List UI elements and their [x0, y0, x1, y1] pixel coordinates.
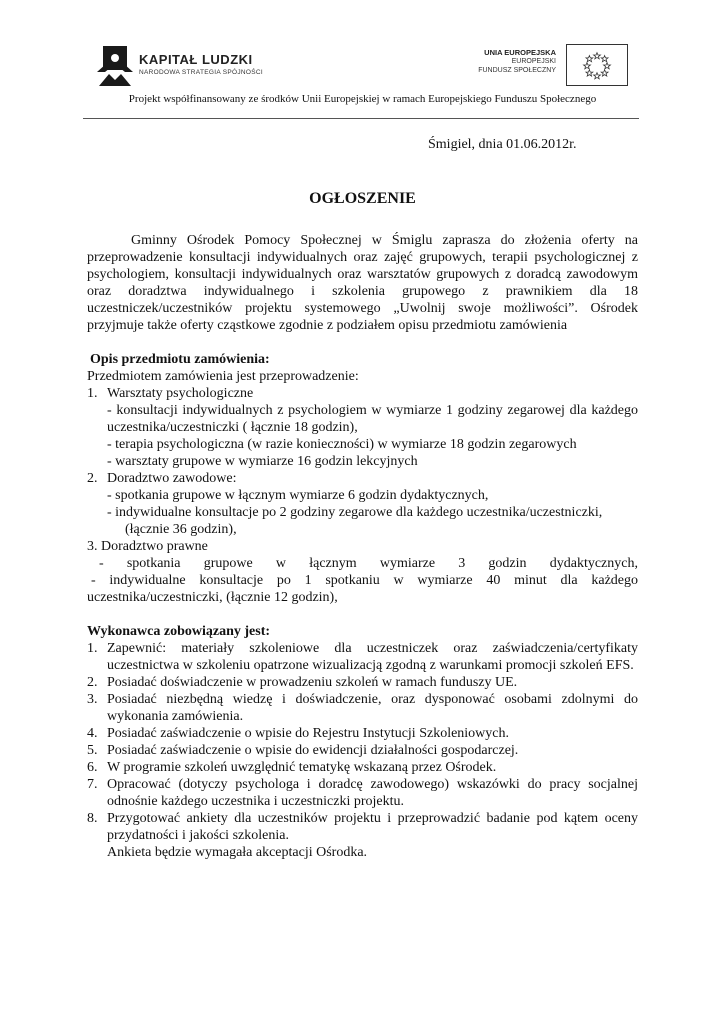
list-item-text: Posiadać doświadczenie w prowadzeniu szkoleń w ramach funduszy UE.: [107, 675, 518, 690]
opis-item-2: [87, 470, 638, 487]
header-divider: [83, 118, 639, 119]
wykonawca-section: [87, 623, 638, 861]
kl-logo-subtitle: NARODOWA STRATEGIA SPÓJNOŚCI: [139, 69, 263, 76]
eu-logo: [470, 44, 628, 86]
opis-lead: Przedmiotem zamówienia jest przeprowadzenie:: [87, 369, 359, 384]
list-item-number: 7.: [87, 777, 98, 792]
kapital-ludzki-emblem-icon: [95, 42, 135, 88]
opis-item-2-number: 2.: [87, 471, 98, 486]
opis-item-1-number: 1.: [87, 386, 98, 401]
wykonawca-list: [87, 640, 638, 844]
list-item: [87, 674, 638, 691]
list-item: [87, 691, 638, 725]
eu-logo-line1: UNIA EUROPEJSKA: [484, 48, 556, 57]
wykonawca-final-note: Ankieta będzie wymagała akceptacji Ośrodka.: [107, 845, 368, 860]
list-item-number: 3.: [87, 692, 98, 707]
list-item: [87, 776, 638, 810]
list-item-text: Opracować (dotyczy psychologa i doradcę zawodowego) wskazówki do pracy socjalnej odnośnie każdego uczestnika i uczestniczki projektu.: [107, 777, 638, 809]
opis-item-1: [87, 385, 638, 402]
opis-item-2-b: - indywidualne konsultacje po 2 godziny zegarowe dla każdego uczestnika/uczestniczki,: [107, 505, 603, 520]
opis-item-3-title: 3. Doradztwo prawne: [87, 539, 208, 554]
list-item: [87, 810, 638, 844]
date-line: Śmigiel, dnia 01.06.2012r.: [428, 137, 577, 152]
eu-logo-line3: FUNDUSZ SPOŁECZNY: [478, 67, 556, 74]
opis-item-1-title: Warsztaty psychologiczne: [107, 386, 254, 401]
opis-item-1-b: - terapia psychologiczna (w razie konieczności) w wymiarze 18 godzin zegarowych: [107, 437, 577, 452]
kapital-ludzki-logo: [95, 42, 265, 88]
list-item-number: 6.: [87, 760, 98, 775]
list-item-number: 8.: [87, 811, 98, 826]
list-item-number: 4.: [87, 726, 98, 741]
opis-item-3-a: - spotkania grupowe w łącznym wymiarze 3 godzin dydaktycznych,: [99, 556, 638, 571]
list-item-number: 5.: [87, 743, 98, 758]
list-item-text: Posiadać zaświadczenie o wpisie do Rejestru Instytucji Szkoleniowych.: [107, 726, 510, 741]
cofinancing-note: Projekt współfinansowany ze środków Unii Europejskiej w ramach Europejskiego Funduszu Społecznego: [128, 93, 597, 105]
list-item: [87, 742, 638, 759]
opis-item-3-b: - indywidualne konsultacje po 1 spotkaniu w wymiarze 40 minut dla każdego uczestnika/uczestniczki, (łącznie 12 godzin),: [87, 573, 638, 605]
list-item-text: W programie szkoleń uwzględnić tematykę wskazaną przez Ośrodek.: [107, 760, 497, 775]
opis-heading: Opis przedmiotu zamówienia:: [90, 352, 270, 367]
list-item: [87, 725, 638, 742]
list-item-text: Posiadać niezbędną wiedzę i doświadczenie, oraz dysponować osobami zdolnymi do wykonania zamówienia.: [107, 692, 638, 724]
opis-item-1-c: - warsztaty grupowe w wymiarze 16 godzin lekcyjnych: [107, 454, 418, 469]
eu-logo-line2: EUROPEJSKI: [511, 58, 556, 65]
list-item: [87, 640, 638, 674]
opis-item-2-b-cont: (łącznie 36 godzin),: [125, 522, 237, 537]
opis-section: [87, 351, 638, 606]
page-title: OGŁOSZENIE: [309, 190, 416, 207]
list-item-number: 1.: [87, 641, 98, 656]
list-item-text: Przygotować ankiety dla uczestników projektu i przeprowadzić badanie pod kątem oceny przydatności i jakości szkolenia.: [107, 811, 638, 843]
opis-item-2-title: Doradztwo zawodowe:: [107, 471, 237, 486]
opis-item-1-a: - konsultacji indywidualnych z psychologiem w wymiarze 1 godziny zegarowej dla każdego uczestnika/uczestniczki ( łącznie 18 godzin),: [107, 403, 638, 435]
opis-item-2-a: - spotkania grupowe w łącznym wymiarze 6 godzin dydaktycznych,: [107, 488, 489, 503]
list-item-text: Posiadać zaświadczenie o wpisie do ewidencji działalności gospodarczej.: [107, 743, 519, 758]
wykonawca-heading: Wykonawca zobowiązany jest:: [87, 624, 271, 639]
eu-flag-icon: [566, 44, 628, 86]
intro-paragraph: Gminny Ośrodek Pomocy Społecznej w Śmiglu zaprasza do złożenia oferty na przeprowadzenie konsultacji indywidualnych oraz zajęć grupowych, terapii psychologicznej z psychologiem, konsultacji indywidualnych oraz warsztatów grupowych z doradcą zawodowym oraz doradztwa indywidualnego i szkolenia grupowego z prawnikiem dla 18 uczestniczek/uczestników projektu systemowego „Uwolnij swoje możliwości”. Ośrodek przyjmuje także oferty cząstkowe zgodnie z podziałem opisu przedmiotu zamówienia: [87, 233, 638, 333]
list-item: [87, 759, 638, 776]
kl-logo-title: KAPITAŁ LUDZKI: [139, 52, 253, 67]
list-item-text: Zapewnić: materiały szkoleniowe dla uczestniczek oraz zaświadczenia/certyfikaty uczestnictwa w szkoleniu opatrzone wizualizacją zgodną z warunkami promocji szkoleń EFS.: [107, 641, 638, 673]
eu-logo-text: [478, 48, 556, 75]
document-body: [87, 232, 638, 861]
list-item-number: 2.: [87, 675, 98, 690]
